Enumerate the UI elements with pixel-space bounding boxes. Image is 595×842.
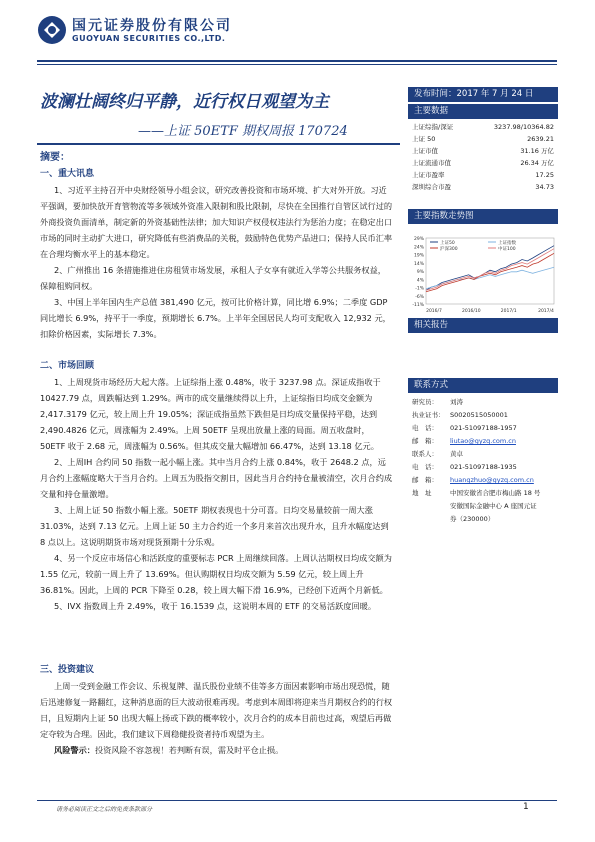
key-data-value: 3237.98/10364.82 (493, 123, 554, 131)
key-data-row (408, 145, 558, 157)
y-tick-label: 19% (413, 253, 424, 259)
index-trend-chart (408, 224, 558, 316)
contact-row (412, 396, 558, 409)
chart-panel (408, 209, 558, 320)
contact-label: 电 话： (412, 463, 438, 471)
risk-warning (40, 742, 394, 758)
risk-label: 风险警示： (54, 745, 95, 755)
contact-label: 执业证书： (412, 411, 445, 419)
contact-label: 地 址 (412, 489, 432, 497)
key-data-value: 17.25 (535, 171, 554, 179)
company-name-en: GUOYUAN SECURITIES CO.,LTD. (72, 34, 226, 43)
contact-value: 券（230000） (450, 515, 495, 523)
key-data-value: 31.16 万亿 (520, 147, 554, 155)
key-data-label: 上证 50 (412, 135, 436, 143)
x-tick-label: 2016/7 (426, 309, 442, 314)
y-tick-label: 14% (413, 261, 424, 267)
key-data-label: 上证流通市值 (412, 159, 451, 167)
contact-row (412, 500, 558, 513)
title-divider (37, 143, 400, 145)
key-data-label: 上证市盈率 (412, 171, 445, 179)
news-paragraph-3: 3、中国上半年国内生产总值 381,490 亿元，按可比价格计算，同比增 6.9%；二季度 GDP 同比增长 6.9%，持平于一季度，预期增长 6.7%。上半年全国居民人均可支配收入 12,932 元，扣除价格因素，实际增长 7.3%。 (40, 297, 391, 339)
contact-value: S0020515050001 (450, 411, 508, 419)
review-paragraph-3: 3、上周上证 50 指数小幅上涨。50ETF 期权表现也十分可喜。日均交易量较前一周大涨 31.03%，达到 7.13 亿元。上周上证 50 主力合约近一个多月来首次出现升水，且升水幅度达到 8 点以上。这说明期货市场对现货預期十分乐观。 (40, 505, 389, 547)
contact-panel (408, 378, 558, 526)
key-data-value: 34.73 (535, 183, 554, 191)
related-reports-title: 相关报告 (408, 318, 558, 333)
contact-value: 黄卓 (450, 450, 463, 458)
company-name-cn: 国元证券股份有限公司 (72, 18, 232, 34)
review-paragraph-5: 5、IVX 指数周上升 2.49%，收于 16.1539 点，这说明本周的 ETF 的交易活跃度回暖。 (54, 601, 377, 611)
key-data-value: 2639.21 (527, 135, 554, 143)
header-divider (37, 60, 557, 62)
key-data-label: 深圳综合市盈 (412, 183, 451, 191)
news-paragraph-2: 2、广州推出 16 条措施推进住房租赁市场发展，承租人子女享有就近入学等公共服务权益，保障租购同权。 (40, 265, 386, 291)
x-tick-label: 2016/10 (461, 309, 481, 314)
contact-row (412, 448, 558, 461)
y-tick-label: 24% (413, 245, 424, 251)
legend-label: 上证50 (440, 240, 455, 246)
contact-row (412, 513, 558, 526)
y-tick-label: 9% (416, 270, 424, 275)
y-tick-label: -6% (415, 294, 424, 300)
contact-row (412, 487, 558, 500)
key-data-row (408, 169, 558, 181)
key-data-row (408, 181, 558, 193)
contact-value: 刘涛 (450, 398, 463, 406)
contact-value: 021-51097188-1957 (450, 424, 517, 432)
contact-value: 021-51097188-1935 (450, 463, 517, 471)
contact-value: 安徽国际金融中心 A 座国元证 (450, 502, 537, 510)
contact-row (412, 422, 558, 435)
section-news (40, 166, 394, 342)
key-data-table (408, 119, 558, 193)
contact-row (412, 435, 558, 448)
report-subtitle: ——上证 50ETF 期权周报 170724 (138, 124, 348, 139)
review-paragraph-4: 4、另一个反应市场信心和活跃度的重要标志 PCR 上周继续回落。上周认沽期权日均成交额为 1.55 亿元，较前一周上升了 13.69%。但认购期权日均成交额为 5.59 亿元，较上周上升 36.81%。因此，上周的 PCR 下降至 0.28，较上周大幅下滑 16.9%，已经创下近两个月新低。 (40, 553, 392, 595)
key-data-value: 26.34 万亿 (520, 159, 554, 167)
review-paragraph-1: 1、上周现货市场经历大起大落。上证综指上涨 0.48%，收于 3237.98 点。深证成指收于 10427.79 点，周跌幅达到 1.29%。两市的成交量继续得以上升，上证综指日均成交金额为 2,417.3179 亿元，较上周上升 19.05%；深证成指虽然下跌但是日均成交量保持平稳，达到 2,490.4826 亿元，周涨幅为 2.49%。上周 50ETF 呈现出放量上涨的局面。周五收盘时，50ETF 收于 2.68 元，周涨幅为 0.56%。但其成交量大幅增加 66.47%，达到 13.18 亿元。 (40, 377, 381, 451)
risk-text: 投资风险不容忽视！若判断有误，需及时平仓止损。 (94, 745, 284, 755)
header-divider-thin (37, 64, 557, 65)
y-tick-label: -11% (412, 303, 424, 308)
advice-paragraph: 上周一受到金融工作会议、乐视复牌、温氏股份业绩不佳等多方面因素影响市场出现恐慌，随后迅速修复一路翻红，这种消息面的巨大波动很难再现。考虑到本周即将迎来当月期权合约的行权日，且短期内上证 50 出现大幅上扬或下跌的概率较小，次月合约的成本目前也过高，观望后再做定夺较为合理。因此，我们建议下周稳健投资者持币观望为主。 (40, 681, 393, 739)
publish-date: 发布时间：2017 年 7 月 24 日 (408, 87, 558, 102)
contact-list (408, 393, 558, 526)
key-data-title: 主要数据 (408, 104, 558, 119)
section-heading: 二、市场回顾 (40, 361, 95, 371)
email-link[interactable]: huangzhuo@gyzq.com.cn (450, 476, 534, 484)
contact-label: 联系人： (412, 450, 438, 458)
contact-label: 研究员： (412, 398, 438, 406)
legend-label: 上证指数 (498, 240, 516, 246)
contact-label (412, 513, 450, 526)
contact-label: 邮 箱： (412, 476, 438, 484)
contact-row (412, 474, 558, 487)
y-tick-label: -1% (415, 286, 424, 292)
key-data-row (408, 133, 558, 145)
key-data-row (408, 157, 558, 169)
section-heading: 三、投资建议 (40, 665, 95, 675)
section-advice (40, 662, 394, 758)
legend-label: 沪深300 (440, 246, 458, 252)
key-data-row (408, 121, 558, 133)
abstract-label: 摘要： (40, 152, 70, 163)
contact-row (412, 461, 558, 474)
x-tick-label: 2017/1 (500, 309, 517, 314)
section-market-review (40, 358, 394, 614)
news-paragraph-1: 1、习近平主持召开中央财经领导小组会议，研究改善投资和市场环境、扩大对外开放。习近平强调，要加快放开育管物流等多领域外资准入限制和股比限制，尽快在全国推行自管区试行过的外商投资负面清单，制定新的外资基础性法律；加大知识产权侵权违法行为惩治力度；在稳定出口市场的同时主动扩大进口，研究降低有些消费品的关税，鼓励特色优势产品进口；保持人民币汇率在合理均衡水平上的基本稳定。 (40, 185, 393, 259)
contact-label: 电 话： (412, 424, 438, 432)
legend-label: 中证100 (498, 246, 516, 252)
contact-title: 联系方式 (408, 378, 558, 393)
footer-divider (37, 800, 557, 801)
contact-label: 邮 箱： (412, 437, 438, 445)
contact-row (412, 409, 558, 422)
key-data-label: 上证市值 (412, 147, 438, 155)
related-panel (408, 318, 558, 333)
sidebar (408, 87, 558, 193)
report-title: 波澜壮阔终归平静，近行权日观望为主 (40, 92, 329, 112)
disclaimer-note: 请务必阅读正文之后的免责条款部分 (56, 806, 153, 813)
y-tick-label: 4% (416, 278, 424, 284)
company-logo-icon (37, 15, 67, 45)
contact-value: 中国安徽省合肥市梅山路 18 号 (450, 489, 541, 497)
x-tick-label: 2017/4 (538, 309, 554, 314)
section-heading: 一、重大讯息 (40, 169, 95, 179)
email-link[interactable]: liutao@gyzq.com.cn (450, 437, 516, 445)
y-tick-label: 29% (413, 237, 424, 242)
key-data-label: 上证综指/深证 (412, 123, 454, 131)
contact-label (412, 500, 450, 513)
chart-title: 主要指数走势图 (408, 209, 558, 224)
page-number: 1 (523, 802, 529, 812)
review-paragraph-2: 2、上周IH 合约同 50 指数一起小幅上涨。其中当月合约上涨 0.84%，收于 2648.2 点，远月合约上涨幅度略大于当月合约。上周五为股指交割日，因此当月合约持仓量被清空，次月合约成交量和持仓量激增。 (40, 457, 393, 499)
